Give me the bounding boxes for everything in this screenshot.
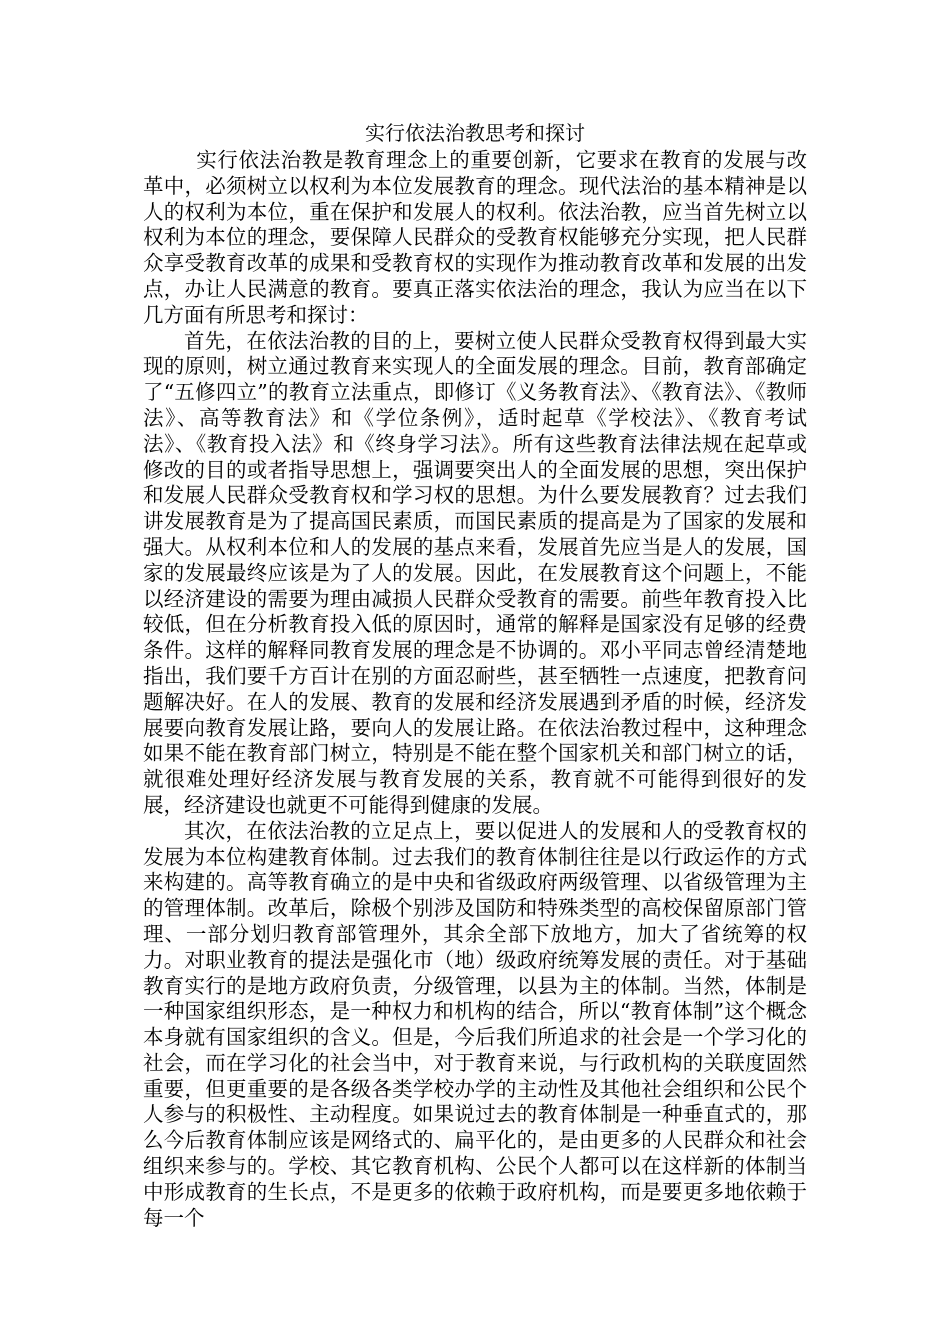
paragraph-intro: 实行依法治教是教育理念上的重要创新，它要求在教育的发展与改革中，必须树立以权利为本位发展教育的理念。现代法治的基本精神是以人的权利为本位，重在保护和发展人的权利。依法治教，应当首先树立以权利为本位的理念，要保障人民群众的受教育权能够充分实现，把人民群众享受教育改革的成果和受教育权的实现作为推动教育改革和发展的出发点，办让人民满意的教育。要真正落实依法治的理念，我认为应当在以下几方面有所思考和探讨： [143,148,807,327]
paragraph-first-point: 首先，在依法治教的目的上，要树立使人民群众受教育权得到最大实现的原则，树立通过教育来实现人的全面发展的理念。目前，教育部确定了“五修四立”的教育立法重点，即修订《义务教育法》、《教育法》、《教师法》、高等教育法》和《学位条例》，适时起草《学校法》、《教育考试法》、《教育投入法》和《终身学习法》。所有这些教育法律法规在起草或修改的目的或者指导思想上，强调要突出人的全面发展的思想，突出保护和发展人民群众受教育权和学习权的思想。为什么要发展教育？过去我们讲发展教育是为了提高国民素质，而国民素质的提高是为了国家的发展和强大。从权利本位和人的发展的基点来看，发展首先应当是人的发展，国家的发展最终应该是为了人的发展。因此，在发展教育这个问题上，不能以经济建设的需要为理由减损人民群众受教育的需要。前些年教育投入比较低，但在分析教育投入低的原因时，通常的解释是国家没有足够的经费条件。这样的解释同教育发展的理念是不协调的。邓小平同志曾经清楚地指出，我们要千方百计在别的方面忍耐些，甚至牺牲一点速度，把教育问题解决好。在人的发展、教育的发展和经济发展遇到矛盾的时候，经济发展要向教育发展让路，要向人的发展让路。在依法治教过程中，这种理念如果不能在教育部门树立，特别是不能在整个国家机关和部门树立的话，就很难处理好经济发展与教育发展的关系，教育就不可能得到很好的发展，经济建设也就更不可能得到健康的发展。 [143,328,807,817]
paragraph-second-point: 其次，在依法治教的立足点上，要以促进人的发展和人的受教育权的发展为本位构建教育体制。过去我们的教育体制往往是以行政运作的方式来构建的。高等教育确立的是中央和省级政府两级管理、以省级管理为主的管理体制。改革后，除极个别涉及国防和特殊类型的高校保留原部门管理、一部分划归教育部管理外，其余全部下放地方，加大了省统筹的权力。对职业教育的提法是强化市（地）级政府统筹发展的责任。对于基础教育实行的是地方政府负责，分级管理，以县为主的体制。当然，体制是一种国家组织形态，是一种权力和机构的结合，所以“教育体制”这个概念本身就有国家组织的含义。但是，今后我们所追求的社会是一个学习化的社会，而在学习化的社会当中，对于教育来说，与行政机构的关联度固然重要，但更重要的是各级各类学校办学的主动性及其他社会组织和公民个人参与的积极性、主动程度。如果说过去的教育体制是一种垂直式的，那么今后教育体制应该是网络式的、扁平化的，是由更多的人民群众和社会组织来参与的。学校、其它教育机构、公民个人都可以在这样新的体制当中形成教育的生长点，不是更多的依赖于政府机构，而是要更多地依赖于每一个 [143,818,807,1230]
document-title: 实行依法治教思考和探讨 [365,121,585,145]
document-page [143,118,807,1231]
